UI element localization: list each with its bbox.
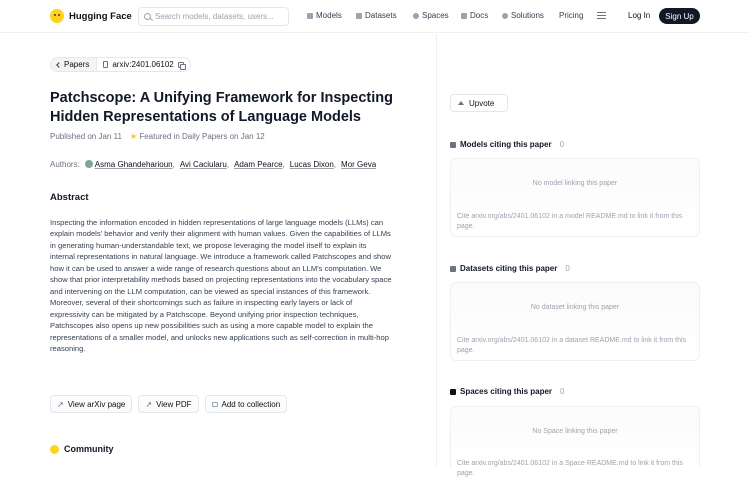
models-citing-count: 0 <box>559 140 565 149</box>
author-link[interactable]: Avi Caciularu, <box>179 160 230 169</box>
spaces-icon <box>450 389 456 395</box>
datasets-hint-text: Cite arxiv.org/abs/2401.06102 in a dataset README.md to link it from this page. <box>457 337 687 354</box>
add-to-collection-label: Add to collection <box>221 399 281 409</box>
login-link[interactable]: Log In <box>628 11 651 20</box>
community-section <box>50 444 114 454</box>
featured-prefix: Featured in <box>139 132 183 141</box>
author-name: Lucas Dixon <box>289 160 334 169</box>
view-arxiv-button[interactable] <box>50 395 132 413</box>
solutions-icon <box>502 13 508 19</box>
author-name: Adam Pearce <box>234 160 283 169</box>
signup-button[interactable]: Sign Up <box>659 8 700 24</box>
datasets-citing-label: Datasets citing this paper <box>460 264 558 273</box>
models-citing-heading <box>450 140 564 149</box>
breadcrumb <box>50 57 191 72</box>
models-icon <box>450 142 456 148</box>
nav-pricing[interactable] <box>559 11 583 20</box>
spaces-citing-label: Spaces citing this paper <box>460 387 553 396</box>
upvote-button[interactable] <box>450 94 508 112</box>
author-name: Avi Caciularu <box>179 160 227 169</box>
nav-models-label: Models <box>316 11 342 20</box>
upvote-arrow-icon <box>458 101 464 105</box>
author-link[interactable]: Lucas Dixon, <box>289 160 337 169</box>
nav-solutions-label: Solutions <box>511 11 544 20</box>
external-link-icon: ↗ <box>57 399 64 409</box>
nav-docs[interactable] <box>461 11 488 20</box>
paper-meta <box>50 132 265 141</box>
author-link[interactable] <box>341 160 376 169</box>
community-icon <box>50 445 59 454</box>
more-menu-icon[interactable] <box>597 12 606 19</box>
search-input[interactable] <box>155 12 280 21</box>
nav-solutions[interactable] <box>502 11 544 20</box>
spaces-hint-text: Cite arxiv.org/abs/2401.06102 in a Space README.md to link it from this page. <box>457 460 683 477</box>
docs-icon <box>461 13 467 19</box>
published-date: Published on Jan 11 <box>50 132 122 141</box>
column-divider <box>436 34 437 468</box>
external-link-icon: ↗ <box>145 399 153 409</box>
copy-icon[interactable] <box>178 62 184 68</box>
breadcrumb-papers-label: Papers <box>64 60 90 69</box>
spaces-citing-heading <box>450 387 564 396</box>
featured-suffix: on Jan 12 <box>227 132 265 141</box>
nav-datasets-label: Datasets <box>365 11 397 20</box>
models-hint-text: Cite arxiv.org/abs/2401.06102 in a model README.md to link it from this page. <box>457 213 683 230</box>
chevron-left-icon <box>56 62 62 68</box>
add-to-collection-button[interactable] <box>205 395 288 413</box>
models-empty-text: No model linking this paper <box>532 180 618 187</box>
datasets-citing-heading <box>450 264 570 273</box>
community-heading: Community <box>64 444 114 454</box>
paper-title: Patchscope: A Unifying Framework for Inspecting Hidden Representations of Language Models <box>50 90 393 125</box>
logo-text: Hugging Face <box>69 10 132 22</box>
logo-link[interactable] <box>50 9 132 23</box>
upvote-label: Upvote <box>469 98 495 108</box>
abstract-text: Inspecting the information encoded in hidden representations of large language models (LLMs) can explain models' behavior and verify their alignment with human values. Given the capabilities of LLMs in generating human-understandable text, we propose leveraging the model itself to explain its internal representations in natural language. We introduce a framework called Patchscopes and show how it can be used to answer a wide range of research questions about an LLM's computation. We show that prior interpretability methods based on projecting representations into the vocabulary space and intervening on the LLM computation, can be viewed as special instances of this framework. Moreover, several of their shortcomings such as failure in inspecting early layers or lack of expressivity can be mitigated by a Patchscope. Beyond unifying prior inspection techniques, Patchscopes also opens up new possibilities such as using a more capable model to explain the representations of a smaller model, and unlocks new applications such as self-correction in multi-hop reasoning. <box>50 218 392 353</box>
star-icon: ★ <box>129 132 138 141</box>
collection-icon <box>212 402 218 407</box>
nav-models[interactable] <box>307 11 342 20</box>
spaces-icon <box>413 13 419 19</box>
authors-list <box>50 160 376 169</box>
hugging-face-logo-icon <box>50 9 64 23</box>
nav-datasets[interactable] <box>356 11 397 20</box>
datasets-empty-text: No dataset linking this paper <box>530 304 620 311</box>
datasets-icon <box>450 266 456 272</box>
spaces-empty-box <box>450 406 700 477</box>
top-navbar <box>0 0 750 33</box>
nav-docs-label: Docs <box>470 11 489 20</box>
view-pdf-label: View PDF <box>156 399 192 409</box>
search-icon <box>144 13 151 20</box>
abstract-heading: Abstract <box>50 192 89 203</box>
models-citing-label: Models citing this paper <box>460 140 552 149</box>
breadcrumb-arxiv-id <box>97 60 189 69</box>
daily-papers-link[interactable]: Daily Papers <box>182 132 228 141</box>
nav-spaces[interactable] <box>413 11 449 20</box>
models-empty-box <box>450 158 700 237</box>
arxiv-id-label: arxiv:2401.06102 <box>112 60 174 69</box>
author-link[interactable]: Asma Ghandeharioun, <box>85 160 175 169</box>
nav-pricing-label: Pricing <box>559 11 584 20</box>
spaces-empty-text: No Space linking this paper <box>532 428 618 435</box>
models-icon <box>307 13 313 19</box>
nav-spaces-label: Spaces <box>422 11 449 20</box>
datasets-citing-count: 0 <box>565 264 570 273</box>
avatar <box>85 160 93 168</box>
authors-label: Authors: <box>50 160 80 169</box>
document-icon <box>103 61 108 68</box>
view-pdf-button[interactable] <box>138 395 198 413</box>
spaces-citing-count: 0 <box>560 387 565 396</box>
author-name: Asma Ghandeharioun <box>94 160 173 169</box>
search-box[interactable] <box>138 7 289 26</box>
datasets-icon <box>356 13 362 19</box>
featured-info <box>130 132 265 141</box>
view-arxiv-label: View arXiv page <box>67 399 126 409</box>
breadcrumb-papers-link[interactable] <box>51 58 97 71</box>
author-link[interactable]: Adam Pearce, <box>234 160 285 169</box>
author-name: Mor Geva <box>341 160 377 169</box>
paper-actions <box>50 395 287 413</box>
datasets-empty-box <box>450 282 700 361</box>
